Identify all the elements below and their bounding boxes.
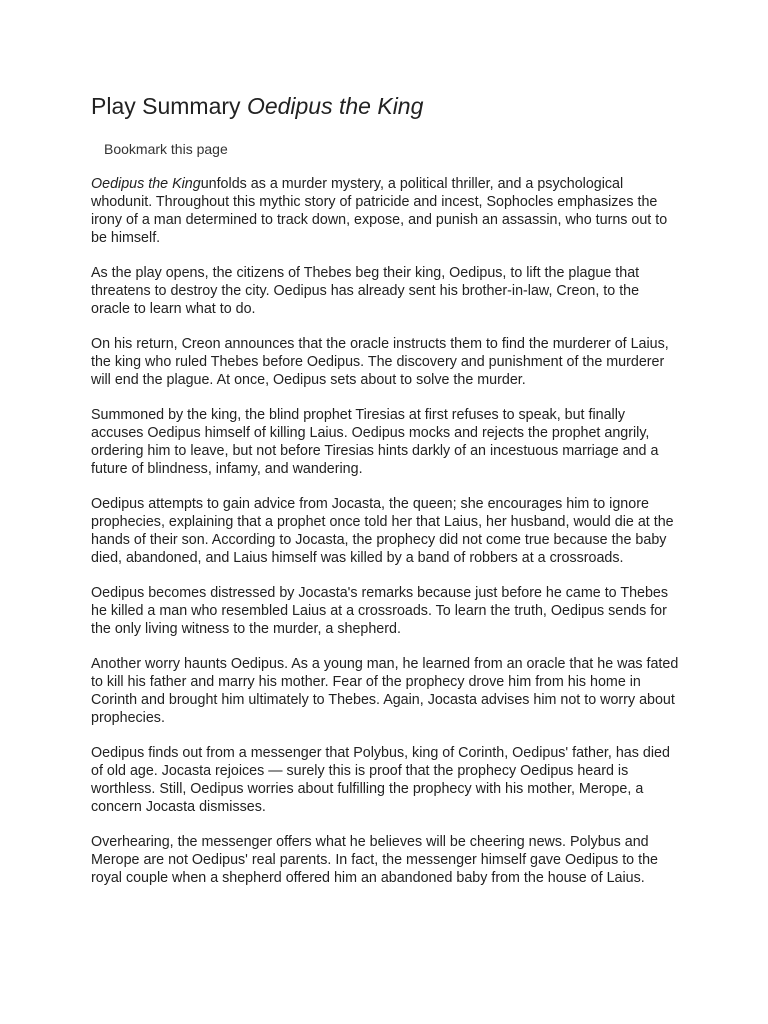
intro-text: unfolds as a murder mystery, a political thriller, and a psychological whodunit. Throughout this mythic story of patricide and incest, Sophocles emphasizes the irony of a man determined to track down, expose, and punish an assassin, who turns out to be himself. — [91, 176, 668, 246]
title-italic: Oedipus the King — [246, 93, 424, 119]
document-page — [91, 92, 681, 904]
summary-paragraph: Oedipus attempts to gain advice from Jocasta, the queen; she encourages him to ignore prophecies, explaining that a prophet once told her that Laius, her husband, would die at the hands of their son. According to Jocasta, the prophecy did not come true because the baby died, abandoned, and Laius himself was killed by a band of robbers at a crossroads. — [91, 496, 674, 566]
page-title — [91, 92, 681, 120]
title-prefix: Play Summary — [91, 93, 247, 119]
intro-paragraph — [91, 175, 681, 247]
summary-paragraph: Summoned by the king, the blind prophet Tiresias at first refuses to speak, but finally accuses Oedipus himself of killing Laius. Oedipus mocks and rejects the prophet angrily, ordering him to leave, but not before Tiresias hints darkly of an incestuous marriage and a future of blindness, infamy, and wandering. — [91, 407, 659, 477]
summary-paragraph: Another worry haunts Oedipus. As a young man, he learned from an oracle that he was fated to kill his father and marry his mother. Fear of the prophecy drove him from his home in Corinth and brought him ultimately to Thebes. Again, Jocasta advises him not to worry about prophecies. — [91, 656, 679, 726]
summary-body — [91, 175, 681, 887]
summary-paragraph: As the play opens, the citizens of Thebes beg their king, Oedipus, to lift the plague that threatens to destroy the city. Oedipus has already sent his brother-in-law, Creon, to the oracle to learn what to do. — [91, 265, 640, 317]
summary-paragraph: On his return, Creon announces that the oracle instructs them to find the murderer of Laius, the king who ruled Thebes before Oedipus. The discovery and punishment of the murderer will end the plague. At once, Oedipus sets about to solve the murder. — [91, 336, 669, 388]
summary-paragraph: Overhearing, the messenger offers what he believes will be cheering news. Polybus and Merope are not Oedipus' real parents. In fact, the messenger himself gave Oedipus to the royal couple when a shepherd offered him an abandoned baby from the house of Laius. — [91, 834, 658, 886]
bookmark-link[interactable]: Bookmark this page — [104, 141, 228, 157]
summary-paragraph: Oedipus finds out from a messenger that Polybus, king of Corinth, Oedipus' father, has died of old age. Jocasta rejoices — surely this is proof that the prophecy Oedipus heard is worthless. Still, Oedipus worries about fulfilling the prophecy with his mother, Merope, a concern Jocasta dismisses. — [91, 745, 670, 815]
intro-italic-title: Oedipus the King — [91, 176, 201, 192]
summary-paragraph: Oedipus becomes distressed by Jocasta's remarks because just before he came to Thebes he killed a man who resembled Laius at a crossroads. To learn the truth, Oedipus sends for the only living witness to the murder, a shepherd. — [91, 585, 669, 637]
